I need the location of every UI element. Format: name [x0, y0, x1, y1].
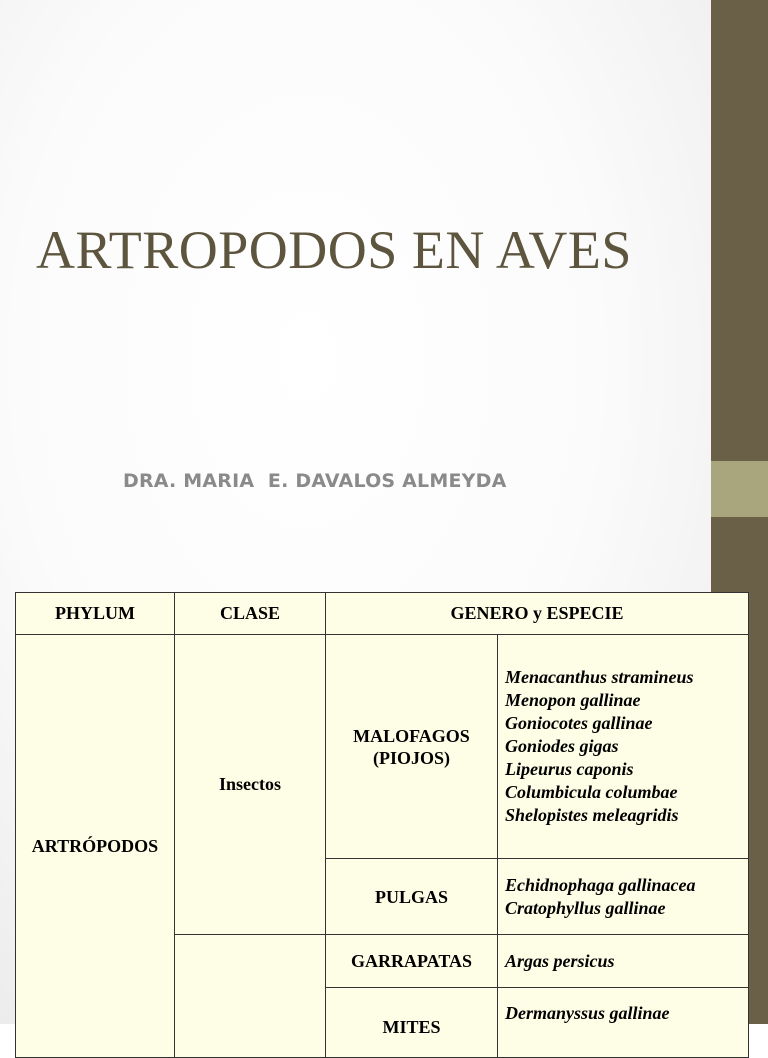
group-name: PULGAS	[374, 886, 448, 907]
species-item: Shelopistes meleagridis	[505, 805, 679, 825]
phylum-cell: ARTRÓPODOS	[16, 635, 175, 1058]
group-name: MITES	[382, 1017, 441, 1037]
table-header-row	[16, 593, 749, 635]
group-name-sub: (PIOJOS)	[372, 747, 450, 768]
slide-subtitle: DRA. MARIA E. DAVALOS ALMEYDA	[123, 470, 507, 492]
header-phylum: PHYLUM	[16, 593, 175, 635]
species-item: Goniodes gigas	[505, 736, 619, 756]
taxonomy-table	[15, 592, 749, 1058]
group-mites	[326, 988, 498, 1058]
table-row	[16, 635, 749, 859]
species-item: Goniocotes gallinae	[505, 713, 653, 733]
species-list-garrapatas	[498, 935, 749, 988]
group-pulgas	[326, 859, 498, 935]
header-genero-especie: GENERO y ESPECIE	[326, 593, 749, 635]
species-list-pulgas	[498, 859, 749, 935]
species-item: Echidnophaga gallinacea	[505, 874, 696, 895]
group-malofagos	[326, 635, 498, 859]
species-item: Menacanthus stramineus	[505, 667, 694, 687]
species-item: Menopon gallinae	[505, 690, 641, 710]
slide-title: ARTROPODOS EN AVES	[36, 220, 632, 280]
species-item: Columbicula columbae	[505, 782, 678, 802]
group-garrapatas	[326, 935, 498, 988]
sidebar-accent	[711, 461, 768, 517]
species-item: Cratophyllus gallinae	[505, 897, 666, 918]
species-item: Dermanyssus gallinae	[505, 1003, 670, 1023]
taxonomy-table-wrapper	[15, 592, 748, 1037]
clase-cell-empty	[175, 935, 326, 1058]
species-item: Argas persicus	[505, 950, 615, 971]
species-item: Lipeurus caponis	[505, 759, 634, 779]
group-name: MALOFAGOS	[353, 725, 470, 746]
clase-cell: Insectos	[175, 635, 326, 935]
species-list-malofagos	[498, 635, 749, 859]
header-clase: CLASE	[175, 593, 326, 635]
species-list-mites	[498, 988, 749, 1058]
group-name: GARRAPATAS	[351, 951, 472, 971]
